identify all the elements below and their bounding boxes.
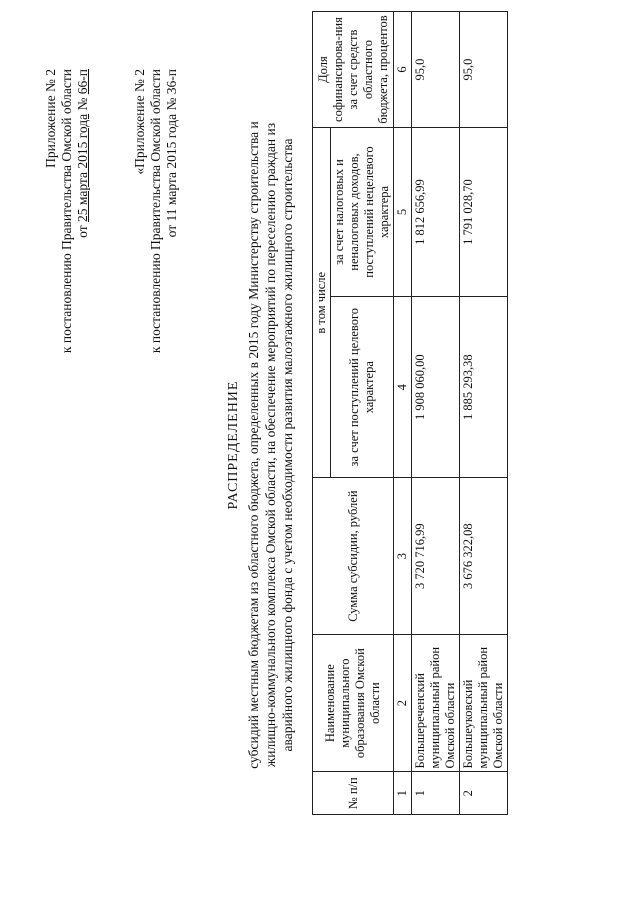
column-number: 6 bbox=[394, 12, 412, 128]
table-row bbox=[412, 12, 460, 815]
document-subtitle: субсидий местным бюджетам из областного бюджета, определенных в 2015 году Министерству строительства и жилищно-коммунального комплекса Омской области, на обеспечение мероприятий по переселению граждан из аварийного жилищного фонда с учетом необходимости развития малоэтажного жилищного строительства bbox=[246, 121, 295, 769]
resolution-date: 25 марта 2015 года bbox=[75, 113, 90, 222]
row-municipality: Большереченский муниципальный район Омской области bbox=[412, 634, 460, 772]
header-sum: Сумма субсидии, рублей bbox=[313, 478, 394, 634]
appendix-header-new bbox=[43, 69, 91, 353]
row-sum: 3 720 716,99 bbox=[412, 478, 460, 634]
column-number-row bbox=[394, 12, 412, 815]
column-number: 3 bbox=[394, 478, 412, 634]
date-prefix: от bbox=[75, 225, 90, 238]
row-share: 95,0 bbox=[412, 12, 460, 128]
table-header-row bbox=[313, 12, 331, 815]
appendix-resolution-line: к постановлению Правительства Омской области bbox=[59, 69, 74, 354]
appendix-line: «Приложение № 2 bbox=[132, 69, 147, 175]
row-sum: 3 676 322,08 bbox=[460, 478, 508, 634]
header-including: в том числе bbox=[313, 128, 331, 478]
title-block bbox=[226, 105, 296, 785]
column-number: 1 bbox=[394, 772, 412, 815]
row-targeted: 1 885 293,38 bbox=[460, 296, 508, 477]
appendix-date-line bbox=[75, 69, 91, 353]
appendix-line: Приложение № 2 bbox=[43, 69, 58, 168]
row-tax: 1 791 028,70 bbox=[460, 128, 508, 297]
column-number: 2 bbox=[394, 634, 412, 772]
document-title: РАСПРЕДЕЛЕНИЕ bbox=[226, 380, 241, 510]
appendix-header-old bbox=[132, 69, 180, 353]
row-num: 1 bbox=[412, 772, 460, 815]
table-row bbox=[460, 12, 508, 815]
row-municipality: Большеуковский муниципальный район Омской области bbox=[460, 634, 508, 772]
header-tax: за счет налоговых и неналоговых доходов, поступлений нецелевого характера bbox=[331, 128, 394, 297]
header-name: Наименование муниципального образования Омской области bbox=[313, 634, 394, 772]
column-number: 4 bbox=[394, 296, 412, 477]
row-targeted: 1 908 060,00 bbox=[412, 296, 460, 477]
header-num: № п/п bbox=[313, 772, 394, 815]
header-share: Доля софинансирова-ния за счет средств областного бюджета, процентов bbox=[313, 12, 394, 128]
header-targeted: за счет поступлений целевого характера bbox=[331, 296, 394, 477]
resolution-number: 66-п bbox=[75, 69, 90, 95]
appendix-resolution-line: к постановлению Правительства Омской области bbox=[148, 69, 163, 354]
row-share: 95,0 bbox=[460, 12, 508, 128]
subsidy-table bbox=[312, 11, 508, 815]
appendix-date-line: от 11 марта 2015 года № 36-п bbox=[164, 69, 179, 238]
row-tax: 1 812 656,99 bbox=[412, 128, 460, 297]
row-num: 2 bbox=[460, 772, 508, 815]
number-sign: № bbox=[75, 97, 90, 111]
column-number: 5 bbox=[394, 128, 412, 297]
